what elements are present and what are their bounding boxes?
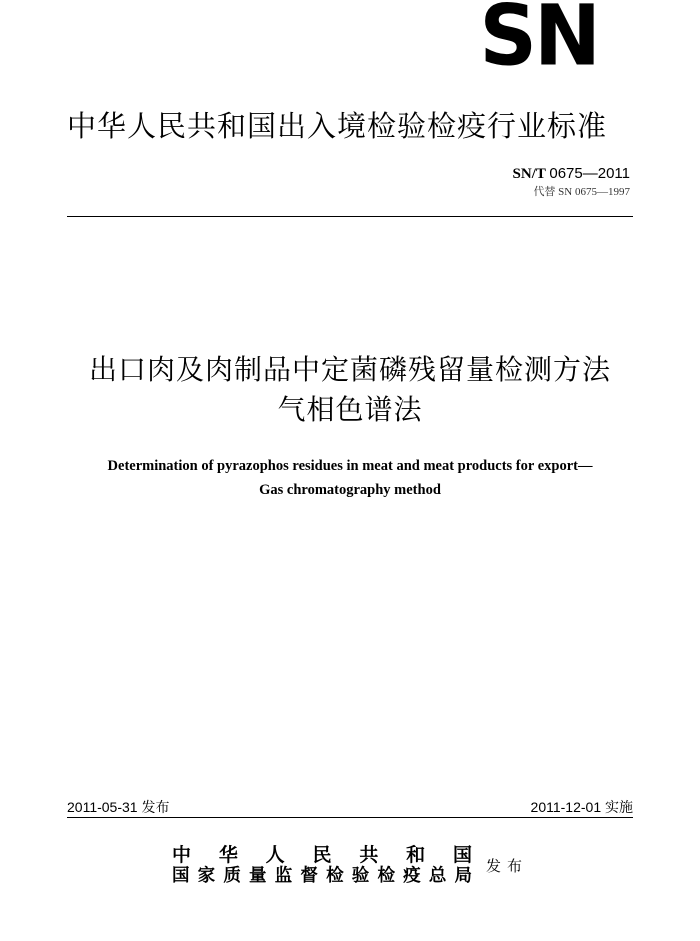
sn-logo: SN <box>479 0 598 85</box>
issuer-line2: 国家质量监督检验检疫总局 <box>172 866 472 886</box>
implementation-date: 2011-12-01 实施 <box>530 799 633 815</box>
title-en-line2: Gas chromatography method <box>259 482 441 498</box>
title-zh-line2: 气相色谱法 <box>277 393 423 426</box>
title-en-line1: Determination of pyrazophos residues in meat and meat products for export— <box>107 458 593 474</box>
document-title-zh <box>40 350 660 430</box>
publish-label: 发布 <box>486 857 529 875</box>
bottom-divider <box>67 817 633 818</box>
standard-code: 0675—2011 <box>549 165 630 182</box>
issuing-authority <box>172 845 472 887</box>
replaces-note: 代替 SN 0675—1997 <box>533 186 630 198</box>
issue-date: 2011-05-31 发布 <box>67 799 170 815</box>
standard-prefix: SN/T <box>512 166 546 182</box>
issuer-line1: 中华人民共和国 <box>172 844 472 866</box>
standard-category-title: 中华人民共和国出入境检验检疫行业标准 <box>67 109 608 143</box>
top-divider <box>67 216 633 217</box>
title-zh-line1: 出口肉及肉制品中定菌磷残留量检测方法 <box>88 353 611 386</box>
standard-number <box>513 165 630 183</box>
document-title-en <box>40 454 660 502</box>
